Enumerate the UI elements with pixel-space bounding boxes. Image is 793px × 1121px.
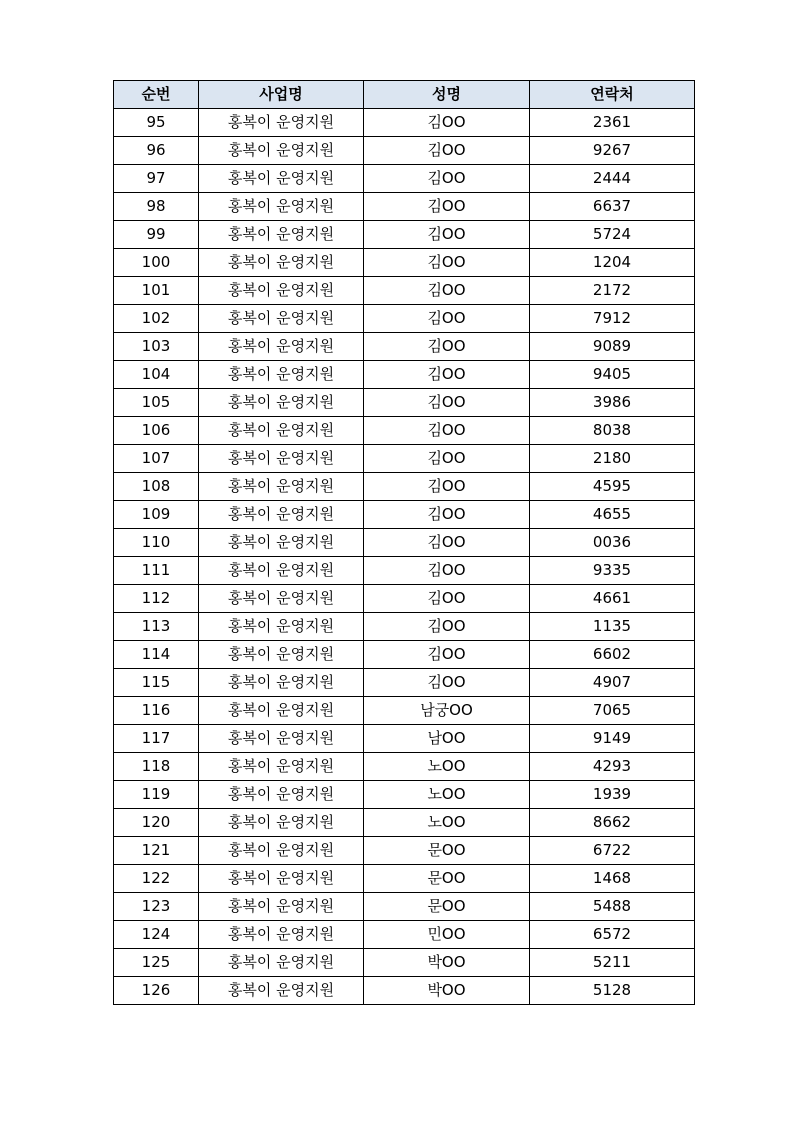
row-number: 122 bbox=[114, 865, 199, 893]
row-project-name: 홍복이 운영지원 bbox=[199, 529, 364, 557]
row-number: 124 bbox=[114, 921, 199, 949]
row-number: 96 bbox=[114, 137, 199, 165]
row-number: 102 bbox=[114, 305, 199, 333]
row-number: 125 bbox=[114, 949, 199, 977]
row-number: 95 bbox=[114, 109, 199, 137]
row-project-name: 홍복이 운영지원 bbox=[199, 445, 364, 473]
table-row bbox=[114, 109, 695, 137]
row-person-name: 김OO bbox=[364, 641, 530, 669]
row-person-name: 김OO bbox=[364, 669, 530, 697]
table-row bbox=[114, 669, 695, 697]
row-contact: 1468 bbox=[530, 865, 695, 893]
row-project-name: 홍복이 운영지원 bbox=[199, 557, 364, 585]
row-project-name: 홍복이 운영지원 bbox=[199, 921, 364, 949]
row-contact: 0036 bbox=[530, 529, 695, 557]
row-contact: 7912 bbox=[530, 305, 695, 333]
row-person-name: 김OO bbox=[364, 165, 530, 193]
row-project-name: 홍복이 운영지원 bbox=[199, 977, 364, 1005]
row-project-name: 홍복이 운영지원 bbox=[199, 753, 364, 781]
row-contact: 1135 bbox=[530, 613, 695, 641]
row-number: 116 bbox=[114, 697, 199, 725]
row-person-name: 문OO bbox=[364, 893, 530, 921]
table-row bbox=[114, 865, 695, 893]
row-project-name: 홍복이 운영지원 bbox=[199, 389, 364, 417]
row-number: 109 bbox=[114, 501, 199, 529]
row-person-name: 김OO bbox=[364, 473, 530, 501]
table-row bbox=[114, 641, 695, 669]
row-project-name: 홍복이 운영지원 bbox=[199, 249, 364, 277]
row-project-name: 홍복이 운영지원 bbox=[199, 165, 364, 193]
table-row bbox=[114, 165, 695, 193]
row-person-name: 김OO bbox=[364, 221, 530, 249]
row-project-name: 홍복이 운영지원 bbox=[199, 333, 364, 361]
row-contact: 5724 bbox=[530, 221, 695, 249]
table-header-row bbox=[114, 81, 695, 109]
row-contact: 4293 bbox=[530, 753, 695, 781]
row-person-name: 김OO bbox=[364, 361, 530, 389]
row-contact: 6572 bbox=[530, 921, 695, 949]
row-person-name: 김OO bbox=[364, 249, 530, 277]
table-row bbox=[114, 725, 695, 753]
row-project-name: 홍복이 운영지원 bbox=[199, 893, 364, 921]
row-project-name: 홍복이 운영지원 bbox=[199, 837, 364, 865]
row-contact: 2172 bbox=[530, 277, 695, 305]
row-number: 115 bbox=[114, 669, 199, 697]
row-number: 123 bbox=[114, 893, 199, 921]
row-number: 113 bbox=[114, 613, 199, 641]
row-number: 118 bbox=[114, 753, 199, 781]
roster-table bbox=[113, 80, 695, 1005]
row-person-name: 남OO bbox=[364, 725, 530, 753]
row-contact: 3986 bbox=[530, 389, 695, 417]
table-row bbox=[114, 921, 695, 949]
row-person-name: 노OO bbox=[364, 809, 530, 837]
table-body bbox=[114, 109, 695, 1005]
row-person-name: 김OO bbox=[364, 137, 530, 165]
row-project-name: 홍복이 운영지원 bbox=[199, 669, 364, 697]
row-person-name: 박OO bbox=[364, 949, 530, 977]
row-project-name: 홍복이 운영지원 bbox=[199, 137, 364, 165]
row-person-name: 김OO bbox=[364, 333, 530, 361]
row-contact: 9089 bbox=[530, 333, 695, 361]
row-project-name: 홍복이 운영지원 bbox=[199, 501, 364, 529]
row-project-name: 홍복이 운영지원 bbox=[199, 193, 364, 221]
row-person-name: 문OO bbox=[364, 837, 530, 865]
table-row bbox=[114, 305, 695, 333]
row-person-name: 김OO bbox=[364, 417, 530, 445]
row-contact: 6637 bbox=[530, 193, 695, 221]
row-contact: 4655 bbox=[530, 501, 695, 529]
row-contact: 4907 bbox=[530, 669, 695, 697]
row-number: 106 bbox=[114, 417, 199, 445]
row-project-name: 홍복이 운영지원 bbox=[199, 725, 364, 753]
row-contact: 9405 bbox=[530, 361, 695, 389]
row-contact: 9267 bbox=[530, 137, 695, 165]
table-row bbox=[114, 753, 695, 781]
row-contact: 2361 bbox=[530, 109, 695, 137]
table-row bbox=[114, 249, 695, 277]
row-number: 112 bbox=[114, 585, 199, 613]
row-number: 110 bbox=[114, 529, 199, 557]
row-project-name: 홍복이 운영지원 bbox=[199, 697, 364, 725]
header-project-name: 사업명 bbox=[199, 81, 364, 109]
row-project-name: 홍복이 운영지원 bbox=[199, 865, 364, 893]
row-project-name: 홍복이 운영지원 bbox=[199, 361, 364, 389]
row-number: 117 bbox=[114, 725, 199, 753]
row-number: 103 bbox=[114, 333, 199, 361]
row-project-name: 홍복이 운영지원 bbox=[199, 109, 364, 137]
row-number: 98 bbox=[114, 193, 199, 221]
row-contact: 4661 bbox=[530, 585, 695, 613]
table-row bbox=[114, 781, 695, 809]
row-project-name: 홍복이 운영지원 bbox=[199, 781, 364, 809]
row-person-name: 김OO bbox=[364, 445, 530, 473]
row-person-name: 김OO bbox=[364, 557, 530, 585]
row-person-name: 남궁OO bbox=[364, 697, 530, 725]
table-row bbox=[114, 137, 695, 165]
row-person-name: 김OO bbox=[364, 389, 530, 417]
row-contact: 6602 bbox=[530, 641, 695, 669]
row-number: 107 bbox=[114, 445, 199, 473]
table-row bbox=[114, 277, 695, 305]
header-contact: 연락처 bbox=[530, 81, 695, 109]
row-contact: 2444 bbox=[530, 165, 695, 193]
row-person-name: 박OO bbox=[364, 977, 530, 1005]
table-row bbox=[114, 193, 695, 221]
row-contact: 9149 bbox=[530, 725, 695, 753]
table-row bbox=[114, 389, 695, 417]
row-person-name: 김OO bbox=[364, 585, 530, 613]
row-contact: 4595 bbox=[530, 473, 695, 501]
row-contact: 5488 bbox=[530, 893, 695, 921]
table-row bbox=[114, 221, 695, 249]
row-project-name: 홍복이 운영지원 bbox=[199, 613, 364, 641]
row-number: 105 bbox=[114, 389, 199, 417]
row-contact: 7065 bbox=[530, 697, 695, 725]
row-project-name: 홍복이 운영지원 bbox=[199, 417, 364, 445]
row-contact: 8662 bbox=[530, 809, 695, 837]
row-project-name: 홍복이 운영지원 bbox=[199, 473, 364, 501]
row-person-name: 노OO bbox=[364, 781, 530, 809]
row-person-name: 노OO bbox=[364, 753, 530, 781]
table-row bbox=[114, 333, 695, 361]
table-row bbox=[114, 501, 695, 529]
row-contact: 5211 bbox=[530, 949, 695, 977]
row-person-name: 김OO bbox=[364, 305, 530, 333]
table-row bbox=[114, 949, 695, 977]
row-project-name: 홍복이 운영지원 bbox=[199, 277, 364, 305]
row-number: 114 bbox=[114, 641, 199, 669]
row-person-name: 김OO bbox=[364, 613, 530, 641]
row-number: 119 bbox=[114, 781, 199, 809]
row-number: 99 bbox=[114, 221, 199, 249]
table-row bbox=[114, 893, 695, 921]
row-contact: 6722 bbox=[530, 837, 695, 865]
row-project-name: 홍복이 운영지원 bbox=[199, 585, 364, 613]
row-person-name: 문OO bbox=[364, 865, 530, 893]
row-project-name: 홍복이 운영지원 bbox=[199, 949, 364, 977]
row-number: 111 bbox=[114, 557, 199, 585]
table-row bbox=[114, 445, 695, 473]
table-row bbox=[114, 473, 695, 501]
row-contact: 2180 bbox=[530, 445, 695, 473]
row-person-name: 민OO bbox=[364, 921, 530, 949]
row-person-name: 김OO bbox=[364, 277, 530, 305]
table-row bbox=[114, 417, 695, 445]
table-row bbox=[114, 697, 695, 725]
row-project-name: 홍복이 운영지원 bbox=[199, 305, 364, 333]
header-number: 순번 bbox=[114, 81, 199, 109]
row-contact: 9335 bbox=[530, 557, 695, 585]
row-contact: 5128 bbox=[530, 977, 695, 1005]
table-row bbox=[114, 837, 695, 865]
row-person-name: 김OO bbox=[364, 501, 530, 529]
table-row bbox=[114, 977, 695, 1005]
row-number: 104 bbox=[114, 361, 199, 389]
row-contact: 1204 bbox=[530, 249, 695, 277]
row-number: 108 bbox=[114, 473, 199, 501]
row-person-name: 김OO bbox=[364, 529, 530, 557]
row-contact: 8038 bbox=[530, 417, 695, 445]
row-number: 121 bbox=[114, 837, 199, 865]
row-project-name: 홍복이 운영지원 bbox=[199, 221, 364, 249]
header-person-name: 성명 bbox=[364, 81, 530, 109]
table-row bbox=[114, 585, 695, 613]
row-person-name: 김OO bbox=[364, 109, 530, 137]
table-row bbox=[114, 361, 695, 389]
row-project-name: 홍복이 운영지원 bbox=[199, 641, 364, 669]
row-number: 126 bbox=[114, 977, 199, 1005]
table-row bbox=[114, 809, 695, 837]
table-row bbox=[114, 613, 695, 641]
table-row bbox=[114, 529, 695, 557]
row-number: 100 bbox=[114, 249, 199, 277]
row-number: 97 bbox=[114, 165, 199, 193]
row-person-name: 김OO bbox=[364, 193, 530, 221]
row-project-name: 홍복이 운영지원 bbox=[199, 809, 364, 837]
row-number: 101 bbox=[114, 277, 199, 305]
row-contact: 1939 bbox=[530, 781, 695, 809]
row-number: 120 bbox=[114, 809, 199, 837]
table-row bbox=[114, 557, 695, 585]
